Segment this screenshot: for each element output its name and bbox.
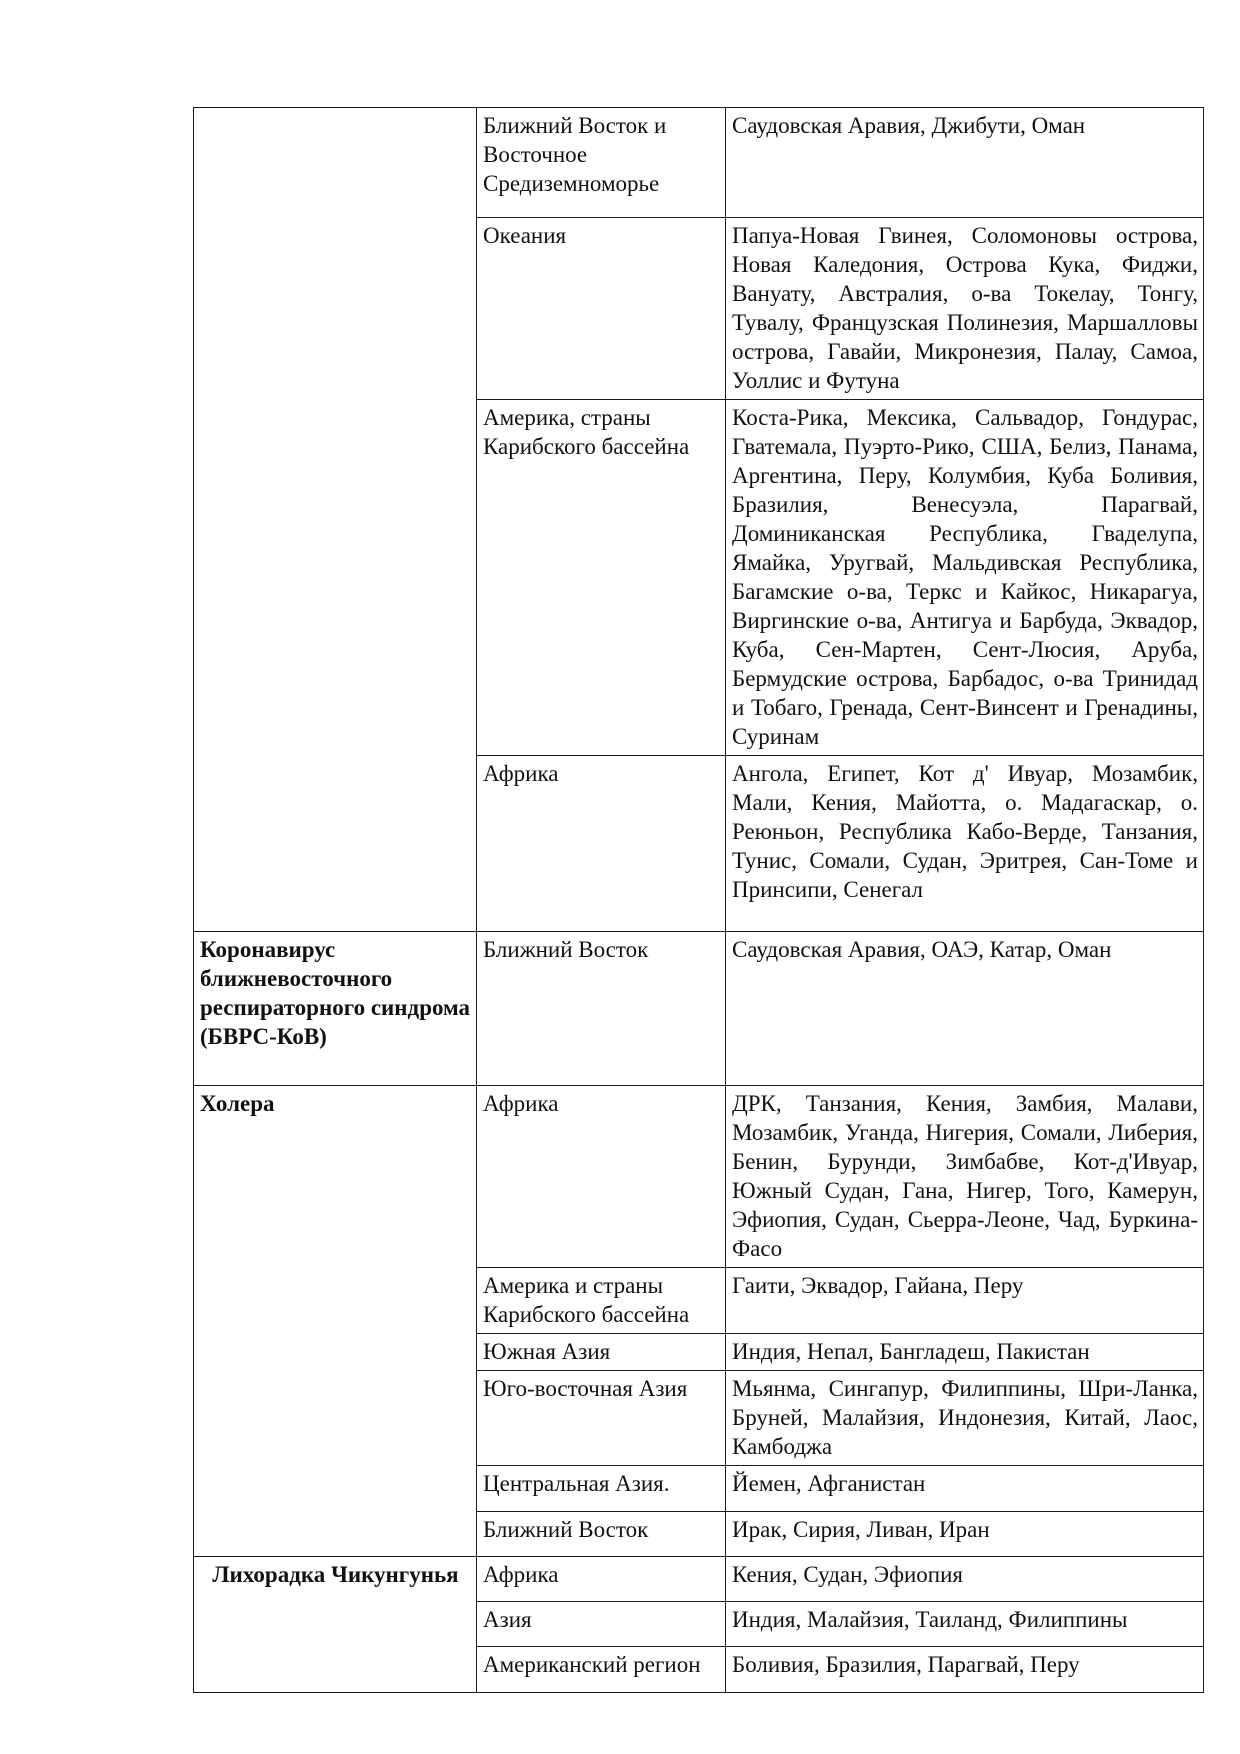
region-cell: Америка и страны Карибского бассейна — [477, 1268, 726, 1334]
region-cell: Центральная Азия. — [477, 1466, 726, 1512]
region-cell: Африка — [477, 1086, 726, 1268]
region-cell: Америка, страны Карибского бассейна — [477, 400, 726, 756]
region-cell: Африка — [477, 1557, 726, 1602]
disease-region-table — [193, 107, 1204, 1693]
region-cell: Азия — [477, 1602, 726, 1647]
disease-cell: Коронавирус ближневосточного респираторного синдрома (БВРС-КоВ) — [194, 932, 477, 1086]
countries-cell: Кения, Судан, Эфиопия — [726, 1557, 1204, 1602]
countries-cell: Индия, Непал, Бангладеш, Пакистан — [726, 1334, 1204, 1371]
countries-cell: ДРК, Танзания, Кения, Замбия, Малави, Мозамбик, Уганда, Нигерия, Сомали, Либерия, Бенин, Бурунди, Зимбабве, Кот-д'Ивуар, Южный Судан, Гана, Нигер, Того, Камерун, Эфиопия, Судан, Сьерра-Леоне, Чад, Буркина-Фасо — [726, 1086, 1204, 1268]
countries-cell: Саудовская Аравия, ОАЭ, Катар, Оман — [726, 932, 1204, 1086]
table-row — [194, 108, 1204, 218]
countries-cell: Папуа-Новая Гвинея, Соломоновы острова, Новая Каледония, Острова Кука, Фиджи, Вануату, Австралия, о-ва Токелау, Тонгу, Тувалу, Французская Полинезия, Маршалловы острова, Гавайи, Микронезия, Палау, Самоа, Уоллис и Футуна — [726, 218, 1204, 400]
countries-cell: Боливия, Бразилия, Парагвай, Перу — [726, 1647, 1204, 1693]
region-cell: Ближний Восток и Восточное Средиземноморье — [477, 108, 726, 218]
countries-cell: Коста-Рика, Мексика, Сальвадор, Гондурас, Гватемала, Пуэрто-Рико, США, Белиз, Панама, Аргентина, Перу, Колумбия, Куба Боливия, Бразилия, Венесуэла, Парагвай, Доминиканская Республика, Гваделупа, Ямайка, Уругвай, Мальдивская Республика, Багамские о-ва, Теркс и Кайкос, Никарагуа, Виргинские о-ва, Антигуа и Барбуда, Эквадор, Куба, Сен-Мартен, Сент-Люсия, Аруба, Бермудские острова, Барбадос, о-ва Тринидад и Тобаго, Гренада, Сент-Винсент и Гренадины, Суринам — [726, 400, 1204, 756]
region-cell: Ближний Восток — [477, 932, 726, 1086]
countries-cell: Гаити, Эквадор, Гайана, Перу — [726, 1268, 1204, 1334]
countries-cell: Индия, Малайзия, Таиланд, Филиппины — [726, 1602, 1204, 1647]
countries-cell: Ангола, Египет, Кот д' Ивуар, Мозамбик, Мали, Кения, Майотта, о. Мадагаскар, о. Реюньон, Республика Кабо-Верде, Танзания, Тунис, Сомали, Судан, Эритрея, Сан-Томе и Принсипи, Сенегал — [726, 756, 1204, 932]
countries-cell: Саудовская Аравия, Джибути, Оман — [726, 108, 1204, 218]
disease-cell-continued — [194, 108, 477, 932]
region-cell: Южная Азия — [477, 1334, 726, 1371]
disease-cell: Лихорадка Чикунгунья — [194, 1557, 477, 1693]
table-row — [194, 1086, 1204, 1268]
region-cell: Океания — [477, 218, 726, 400]
region-cell: Юго-восточная Азия — [477, 1371, 726, 1466]
table-row — [194, 1557, 1204, 1602]
countries-cell: Йемен, Афганистан — [726, 1466, 1204, 1512]
countries-cell: Ирак, Сирия, Ливан, Иран — [726, 1512, 1204, 1557]
disease-cell: Холера — [194, 1086, 477, 1557]
countries-cell: Мьянма, Сингапур, Филиппины, Шри-Ланка, Бруней, Малайзия, Индонезия, Китай, Лаос, Камбоджа — [726, 1371, 1204, 1466]
region-cell: Африка — [477, 756, 726, 932]
region-cell: Американский регион — [477, 1647, 726, 1693]
table-row — [194, 932, 1204, 1086]
region-cell: Ближний Восток — [477, 1512, 726, 1557]
